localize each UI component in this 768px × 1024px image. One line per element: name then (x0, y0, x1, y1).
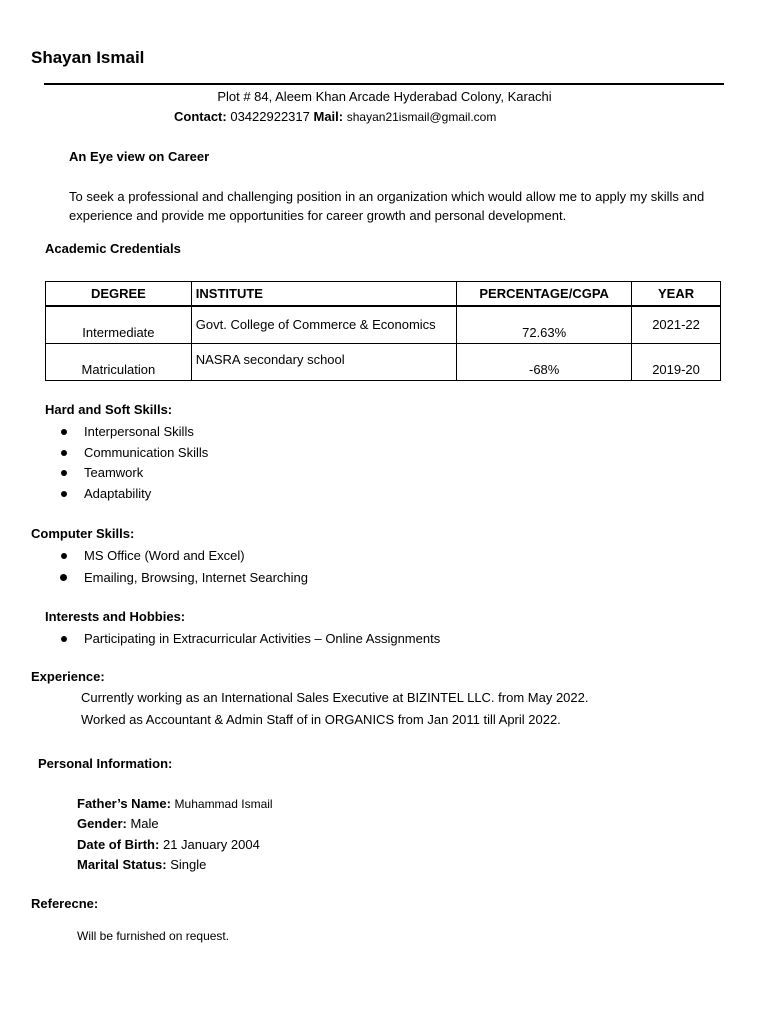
academic-heading: Academic Credentials (45, 241, 181, 256)
year-cell: 2019-20 (632, 344, 721, 381)
list-item-text: MS Office (Word and Excel) (84, 548, 245, 563)
marital-line (77, 857, 206, 872)
table-row (46, 344, 721, 381)
list-item-text: Interpersonal Skills (84, 424, 194, 439)
year-cell: 2021-22 (632, 306, 721, 344)
col-year: YEAR (632, 282, 721, 306)
computer-heading: Computer Skills: (31, 526, 135, 541)
marital-value: Single (170, 857, 207, 872)
gender-label: Gender: (77, 816, 127, 831)
personal-heading: Personal Information: (38, 756, 173, 771)
marital-label: Marital Status: (77, 857, 167, 872)
table-header-row (46, 282, 721, 306)
percentage-cell: -68% (457, 344, 632, 381)
experience-line-1: Currently working as an International Sales Executive at BIZINTEL LLC. from May 2022. (81, 690, 589, 705)
dob-value: 21 January 2004 (162, 837, 260, 852)
list-item (45, 422, 208, 443)
interests-list (45, 629, 440, 650)
reference-text: Will be furnished on request. (77, 929, 230, 943)
percentage-cell: 72.63% (457, 306, 632, 344)
academic-table (45, 281, 721, 381)
list-item (45, 463, 208, 484)
bullet-icon (61, 429, 67, 435)
institute-cell: NASRA secondary school (191, 344, 456, 381)
contact-label: Contact: (174, 109, 227, 124)
bullet-icon (61, 553, 67, 559)
father-value: Muhammad Ismail (174, 797, 273, 811)
list-item (45, 567, 308, 589)
career-heading: An Eye view on Career (69, 149, 210, 164)
bullet-icon (61, 636, 67, 642)
dob-line (77, 837, 260, 852)
header-divider (44, 83, 724, 85)
list-item-text: Emailing, Browsing, Internet Searching (84, 570, 309, 585)
email-address: shayan21ismail@gmail.com (346, 110, 497, 124)
experience-line-2: Worked as Accountant & Admin Staff of in ORGANICS from Jan 2011 till April 2022. (81, 712, 561, 727)
list-item-text: Communication Skills (84, 444, 209, 460)
contact-line (174, 109, 496, 124)
list-item-text: Participating in Extracurricular Activities – Online Assignments (84, 631, 441, 646)
bullet-icon (61, 470, 67, 476)
gender-value: Male (130, 816, 159, 831)
list-item-text: Teamwork (84, 465, 144, 480)
list-item (45, 629, 440, 650)
list-item-text: Adaptability (84, 485, 152, 501)
list-item (45, 484, 208, 505)
father-name-line (77, 796, 273, 811)
phone-number: 03422922317 (230, 109, 310, 124)
gender-line (77, 816, 159, 831)
skills-heading: Hard and Soft Skills: (45, 402, 173, 417)
institute-cell: Govt. College of Commerce & Economics (191, 306, 456, 344)
degree-cell: Matriculation (46, 344, 192, 381)
computer-list (45, 545, 308, 589)
degree-cell: Intermediate (46, 306, 192, 344)
col-degree: DEGREE (46, 282, 192, 306)
list-item (45, 443, 208, 464)
bullet-icon (61, 450, 67, 456)
bullet-icon (61, 491, 67, 497)
interests-heading: Interests and Hobbies: (45, 609, 186, 624)
table-row (46, 306, 721, 344)
col-percentage: PERCENTAGE/CGPA (457, 282, 632, 306)
resume-name: Shayan Ismail (31, 48, 145, 67)
col-institute: INSTITUTE (191, 282, 456, 306)
career-text: To seek a professional and challenging position in an organization which would allow me to apply my skills and experience and provide me opportunities for career growth and personal development. (69, 189, 705, 223)
address-text: Plot # 84, Aleem Khan Arcade Hyderabad Colony, Karachi (217, 89, 552, 104)
experience-heading: Experience: (31, 669, 105, 684)
list-item (45, 545, 308, 567)
mail-label: Mail: (313, 109, 344, 124)
dob-label: Date of Birth: (77, 837, 160, 852)
address-line (0, 89, 768, 104)
reference-heading: Referecne: (31, 896, 99, 911)
skills-list (45, 422, 208, 504)
father-label: Father’s Name: (77, 796, 171, 811)
bullet-icon (60, 574, 67, 581)
